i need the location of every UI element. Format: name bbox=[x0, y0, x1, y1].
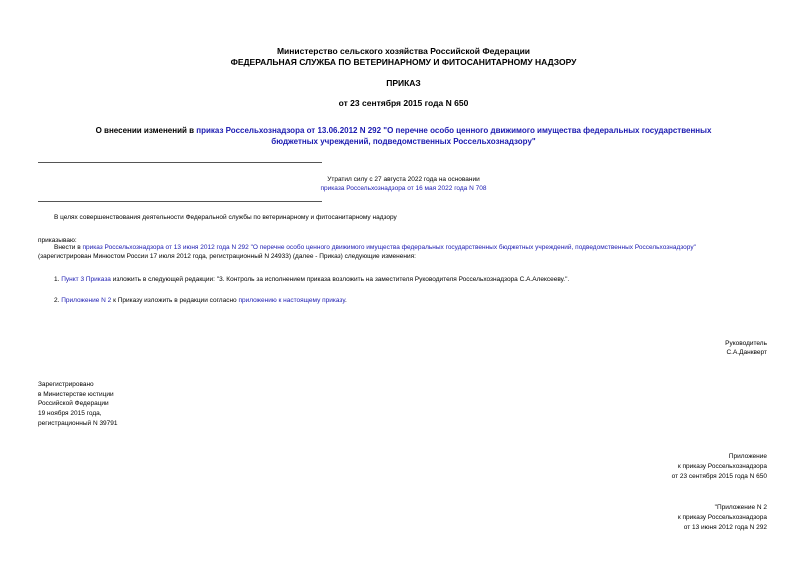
appendix-line-1: Приложение bbox=[728, 453, 767, 460]
order-word: приказываю: bbox=[38, 237, 77, 244]
item-2-end: . bbox=[344, 297, 347, 304]
paragraph-1-prefix: Внести в bbox=[54, 244, 83, 251]
registration-line-4: 19 ноября 2015 года, bbox=[38, 410, 102, 417]
appendix2-line-3: от 13 июня 2012 года N 292 bbox=[683, 524, 767, 531]
appendix-line-3: от 23 сентября 2015 года N 650 bbox=[671, 473, 767, 480]
registration-line-3: Российской Федерации bbox=[38, 400, 109, 407]
appendix-line-2: к приказу Россельхознадзора bbox=[677, 463, 767, 470]
item-1-text: изложить в следующей редакции: "3. Контроль за исполнением приказа возложить на заместителя Руководителя Россельхознадзора С.А.Алексееву.". bbox=[110, 276, 570, 283]
signature-name: С.А.Данкверт bbox=[726, 349, 767, 356]
divider-top bbox=[38, 162, 322, 163]
registration-line-1: Зарегистрировано bbox=[38, 381, 94, 388]
signature-title: Руководитель bbox=[725, 340, 767, 347]
paragraph-1-cont: (зарегистрирован Минюстом России 17 июля 2012 года, регистрационный N 24933) (далее - Приказ) следующие изменения: bbox=[38, 253, 416, 260]
subject-order-link[interactable]: приказ Россельхознадзора от 13.06.2012 N 292 "О перечне особо ценного движимого имущества федеральных государственных bbox=[196, 126, 712, 135]
ministry-title: Министерство сельского хозяйства Российской Федерации bbox=[276, 46, 531, 56]
service-title: ФЕДЕРАЛЬНАЯ СЛУЖБА ПО ВЕТЕРИНАРНОМУ И ФИТОСАНИТАРНОМУ НАДЗОРУ bbox=[230, 57, 577, 67]
item-2-appendix-link[interactable]: приложению к настоящему приказу bbox=[238, 297, 345, 304]
repeal-order-link[interactable]: приказа Россельхознадзора от 16 мая 2022 года N 708 bbox=[320, 185, 487, 192]
appendix2-line-1: "Приложение N 2 bbox=[714, 504, 767, 511]
status-note-link-line bbox=[0, 184, 807, 193]
item-2 bbox=[54, 296, 347, 305]
subject-line-1 bbox=[0, 126, 807, 136]
document-type: ПРИКАЗ bbox=[386, 78, 421, 88]
appendix2-line-2: к приказу Россельхознадзора bbox=[677, 514, 767, 521]
item-1-number: 1. bbox=[54, 276, 62, 283]
subject-line-2 bbox=[0, 137, 807, 147]
document-date: от 23 сентября 2015 года N 650 bbox=[338, 98, 469, 108]
subject-prefix: О внесении изменений в bbox=[95, 126, 197, 135]
intro-paragraph: В целях совершенствования деятельности Федеральной службы по ветеринарному и фитосанитарному надзору bbox=[54, 214, 397, 221]
item-2-number: 2. bbox=[54, 297, 62, 304]
item-1-link[interactable]: Пункт 3 Приказа bbox=[61, 276, 111, 283]
item-1 bbox=[54, 275, 569, 284]
registration-line-2: в Министерстве юстиции bbox=[38, 391, 114, 398]
divider-bottom bbox=[38, 201, 322, 202]
subject-order-link-cont[interactable]: бюджетных учреждений, подведомственных Россельхознадзору" bbox=[271, 137, 536, 146]
paragraph-1 bbox=[54, 243, 696, 252]
item-2-text: к Приказу изложить в редакции согласно bbox=[111, 297, 239, 304]
amended-order-link[interactable]: приказ Россельхознадзора от 13 июня 2012 года N 292 "О перечне особо ценного движимого имущества федеральных государственных бюджетных учреждений, подведомственных Россельхознадзору" bbox=[82, 244, 696, 251]
item-2-link[interactable]: Приложение N 2 bbox=[61, 297, 112, 304]
status-note-line: Утратил силу с 27 августа 2022 года на основании bbox=[327, 176, 480, 183]
registration-line-5: регистрационный N 39791 bbox=[38, 420, 118, 427]
